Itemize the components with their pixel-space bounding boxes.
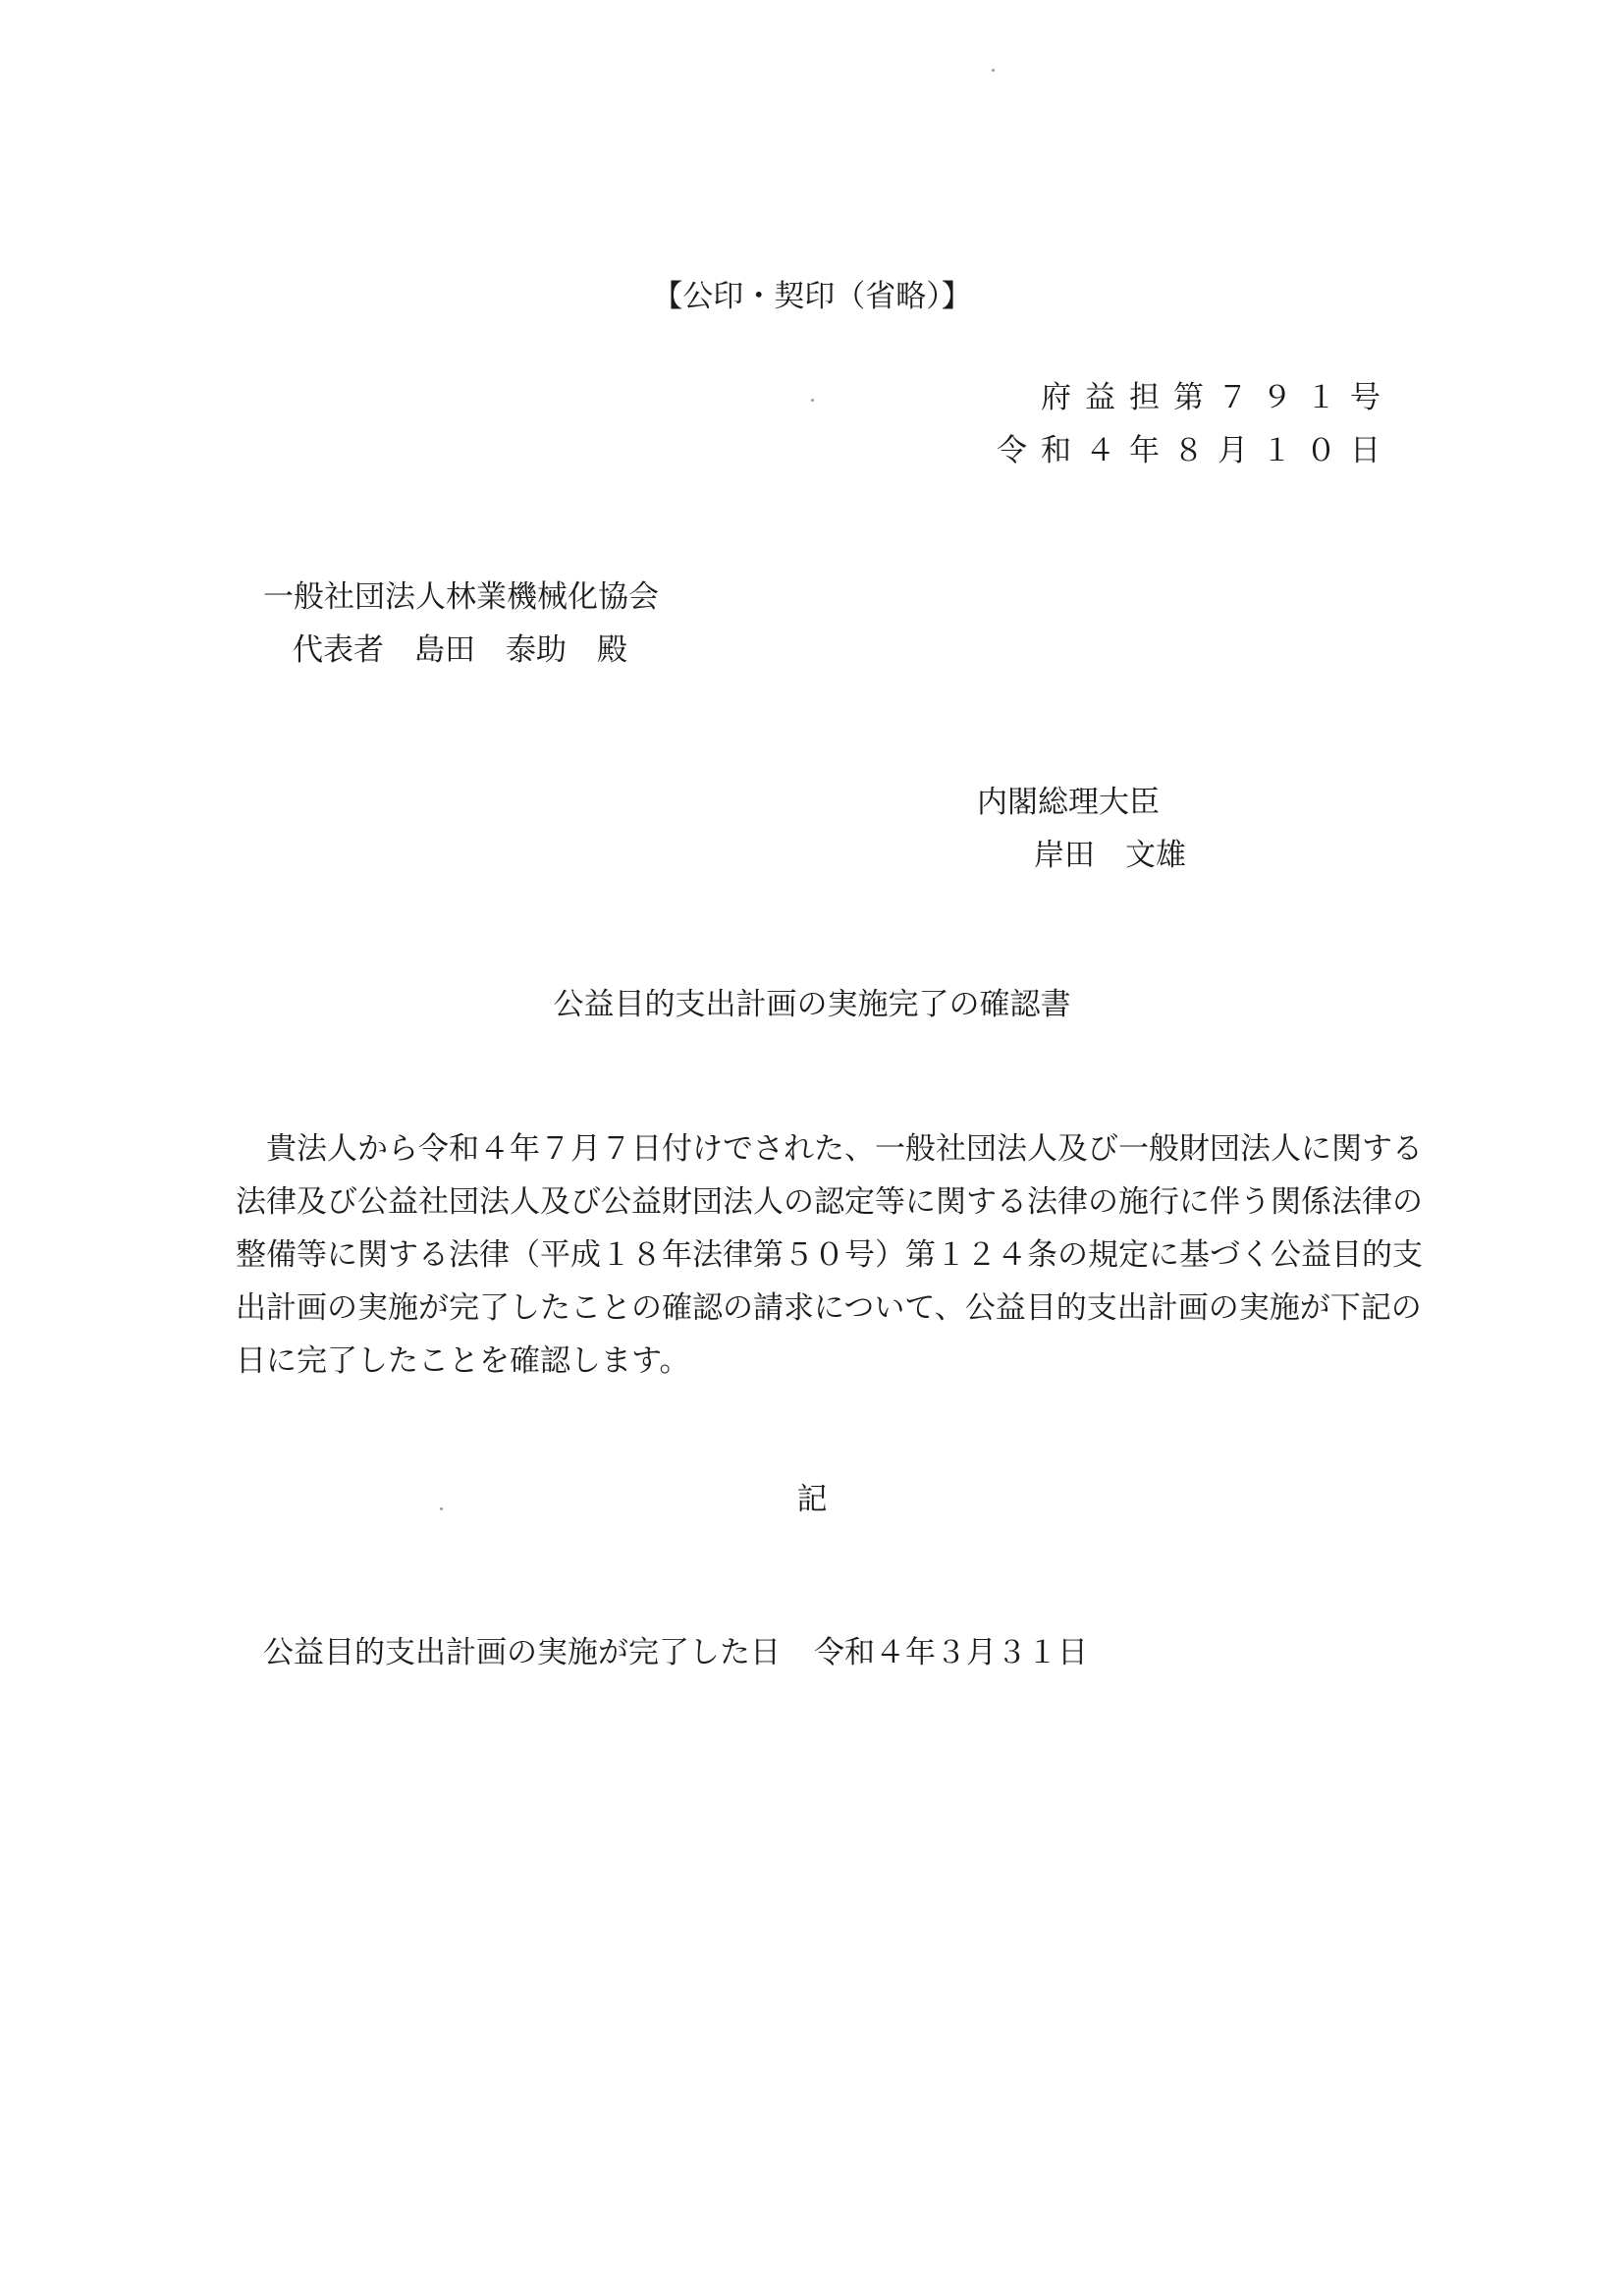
body-line: 日に完了したことを確認します。 <box>236 1343 690 1379</box>
body-line: 法律及び公益社団法人及び公益財団法人の認定等に関する法律の施行に伴う関係法律の <box>236 1184 1423 1220</box>
completion-date: 令和４年３月３１日 <box>814 1635 1088 1670</box>
sender-name: 岸田 文雄 <box>1034 838 1186 873</box>
body-paragraph <box>236 1122 1423 1388</box>
completion-date-line <box>263 1633 1088 1672</box>
completion-label: 公益目的支出計画の実施が完了した日 <box>263 1635 781 1670</box>
sender-title: 内閣総理大臣 <box>977 785 1160 820</box>
recipient-organization: 一般社団法人林業機械化協会 <box>263 579 659 615</box>
document-title: 公益目的支出計画の実施完了の確認書 <box>553 987 1071 1022</box>
ki-heading: 記 <box>796 1482 828 1517</box>
body-line: 出計画の実施が完了したことの確認の請求について、公益目的支出計画の実施が下記の <box>236 1290 1422 1326</box>
recipient-representative: 代表者 島田 泰助 殿 <box>293 632 627 668</box>
document-number: 府益担第７９１号 <box>1041 380 1394 415</box>
body-line: 貴法人から令和４年７月７日付けでされた、一般社団法人及び一般財団法人に関する <box>236 1131 1423 1167</box>
document-date: 令和４年８月１０日 <box>997 433 1394 468</box>
stamp-omitted-note: 【公印・契印（省略）】 <box>652 279 972 314</box>
body-line: 整備等に関する法律（平成１８年法律第５０号）第１２４条の規定に基づく公益目的支 <box>236 1237 1423 1273</box>
